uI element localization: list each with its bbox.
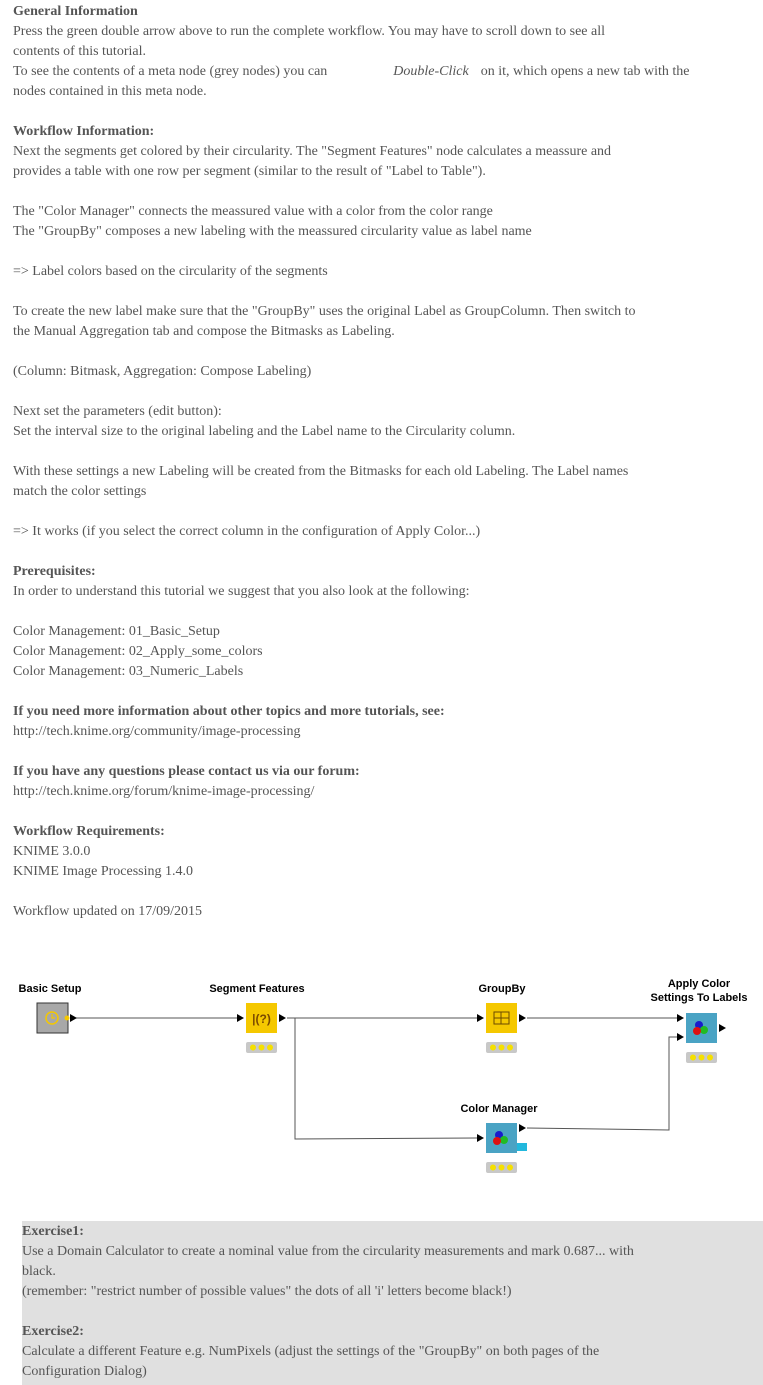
general-heading: General Information	[13, 4, 138, 19]
exercise-text: Configuration Dialog)	[22, 1364, 147, 1379]
input-port-icon[interactable]	[677, 1033, 684, 1041]
exercise-annotation	[22, 1221, 763, 1385]
annotation-text: The "Color Manager" connects the meassured value with a color from the color range	[13, 204, 493, 219]
annotation-text: provides a table with one row per segment (similar to the result of "Label to Table").	[13, 164, 486, 179]
annotation-text: Press the green double arrow above to run the complete workflow. You may have to scroll down to see all	[13, 24, 606, 39]
annotation-text: contents of this tutorial.	[13, 44, 146, 59]
exercise1-heading: Exercise1:	[22, 1224, 84, 1239]
node-label-basic-setup[interactable]: Basic Setup	[18, 983, 82, 995]
forum-heading: If you have any questions please contact us via our forum:	[13, 764, 360, 779]
node-label-line: Settings To Labels	[650, 992, 748, 1004]
prerequisites-heading: Prerequisites:	[13, 564, 96, 579]
requirements-heading: Workflow Requirements:	[13, 824, 165, 839]
annotation-text: Color Management: 03_Numeric_Labels	[13, 664, 244, 679]
annotation-text: Set the interval size to the original labeling and the Label name to the Circularity column.	[13, 424, 516, 439]
annotation-text: Color Management: 01_Basic_Setup	[13, 624, 220, 639]
basic-setup-metanode[interactable]	[37, 1003, 77, 1033]
annotation-text: KNIME 3.0.0	[13, 844, 91, 859]
more-info-heading: If you need more information about other topics and more tutorials, see:	[13, 704, 445, 719]
annotation-text: => It works (if you select the correct column in the configuration of Apply Color...)	[13, 524, 481, 539]
annotation-text: Next the segments get colored by their circularity. The "Segment Features" node calculates a meassure and	[13, 144, 612, 159]
output-port-icon[interactable]	[719, 1024, 726, 1032]
annotation-text: Next set the parameters (edit button):	[13, 404, 222, 419]
groupby-node[interactable]	[477, 1003, 526, 1053]
node-label-color-manager[interactable]: Color Manager	[460, 1103, 538, 1115]
feature-icon: |(?)	[252, 1012, 271, 1026]
annotation-text: on it, which opens a new tab with the	[480, 64, 690, 79]
annotation-text: The "GroupBy" composes a new labeling with the meassured circularity value as label name	[13, 224, 532, 239]
annotation-text: nodes contained in this meta node.	[13, 84, 207, 99]
annotation-text: KNIME Image Processing 1.4.0	[13, 864, 194, 879]
double-click-text: Double-Click	[393, 64, 469, 79]
annotation-text: To create the new label make sure that the "GroupBy" uses the original Label as GroupColumn. Then switch to	[13, 304, 636, 319]
color-manager-node[interactable]	[477, 1123, 527, 1173]
annotation-text: (Column: Bitmask, Aggregation: Compose Labeling)	[13, 364, 312, 379]
node-label-line: Apply Color	[667, 978, 731, 990]
input-port-icon[interactable]	[677, 1014, 684, 1022]
annotation-text: match the color settings	[13, 484, 147, 499]
node-label-apply-color[interactable]	[640, 977, 758, 1005]
exercise-text: black.	[22, 1264, 56, 1279]
output-port-icon[interactable]	[279, 1014, 286, 1022]
connection-segment-to-colormanager[interactable]	[287, 1018, 477, 1139]
segment-features-node[interactable]	[237, 1003, 286, 1053]
model-port-icon[interactable]	[517, 1143, 527, 1151]
apply-color-node[interactable]	[677, 1013, 726, 1063]
node-label-groupby[interactable]: GroupBy	[478, 983, 526, 995]
output-port-icon[interactable]	[519, 1124, 526, 1132]
exercise2-heading: Exercise2:	[22, 1324, 84, 1339]
connection-colormanager-to-apply[interactable]	[527, 1037, 677, 1130]
annotation-text: the Manual Aggregation tab and compose the Bitmasks as Labeling.	[13, 324, 395, 339]
updated-text: Workflow updated on 17/09/2015	[13, 904, 203, 919]
exercise-text: Calculate a different Feature e.g. NumPixels (adjust the settings of the "GroupBy" on both pages of the	[22, 1344, 600, 1359]
output-port-icon[interactable]	[519, 1014, 526, 1022]
input-port-icon[interactable]	[477, 1134, 484, 1142]
annotation-text: Color Management: 02_Apply_some_colors	[13, 644, 263, 659]
input-port-icon[interactable]	[237, 1014, 244, 1022]
exercise-text: (remember: "restrict number of possible values" the dots of all 'i' letters become black!)	[22, 1284, 512, 1299]
annotation-text: In order to understand this tutorial we suggest that you also look at the following:	[13, 584, 470, 599]
forum-link: http://tech.knime.org/forum/knime-image-processing/	[13, 784, 315, 799]
connections	[76, 1018, 677, 1139]
annotation-text: To see the contents of a meta node (grey nodes) you can	[13, 64, 328, 79]
node-label-segment-features[interactable]: Segment Features	[209, 983, 305, 995]
workflow-heading: Workflow Information:	[13, 124, 155, 139]
annotation-text: => Label colors based on the circularity of the segments	[13, 264, 328, 279]
exercise-text: Use a Domain Calculator to create a nominal value from the circularity measurements and mark 0.687... with	[22, 1244, 634, 1259]
output-port-icon[interactable]	[70, 1014, 77, 1022]
annotation-text: With these settings a new Labeling will be created from the Bitmasks for each old Labeling. The Label names	[13, 464, 629, 479]
input-port-icon[interactable]	[477, 1014, 484, 1022]
community-link: http://tech.knime.org/community/image-processing	[13, 724, 301, 739]
